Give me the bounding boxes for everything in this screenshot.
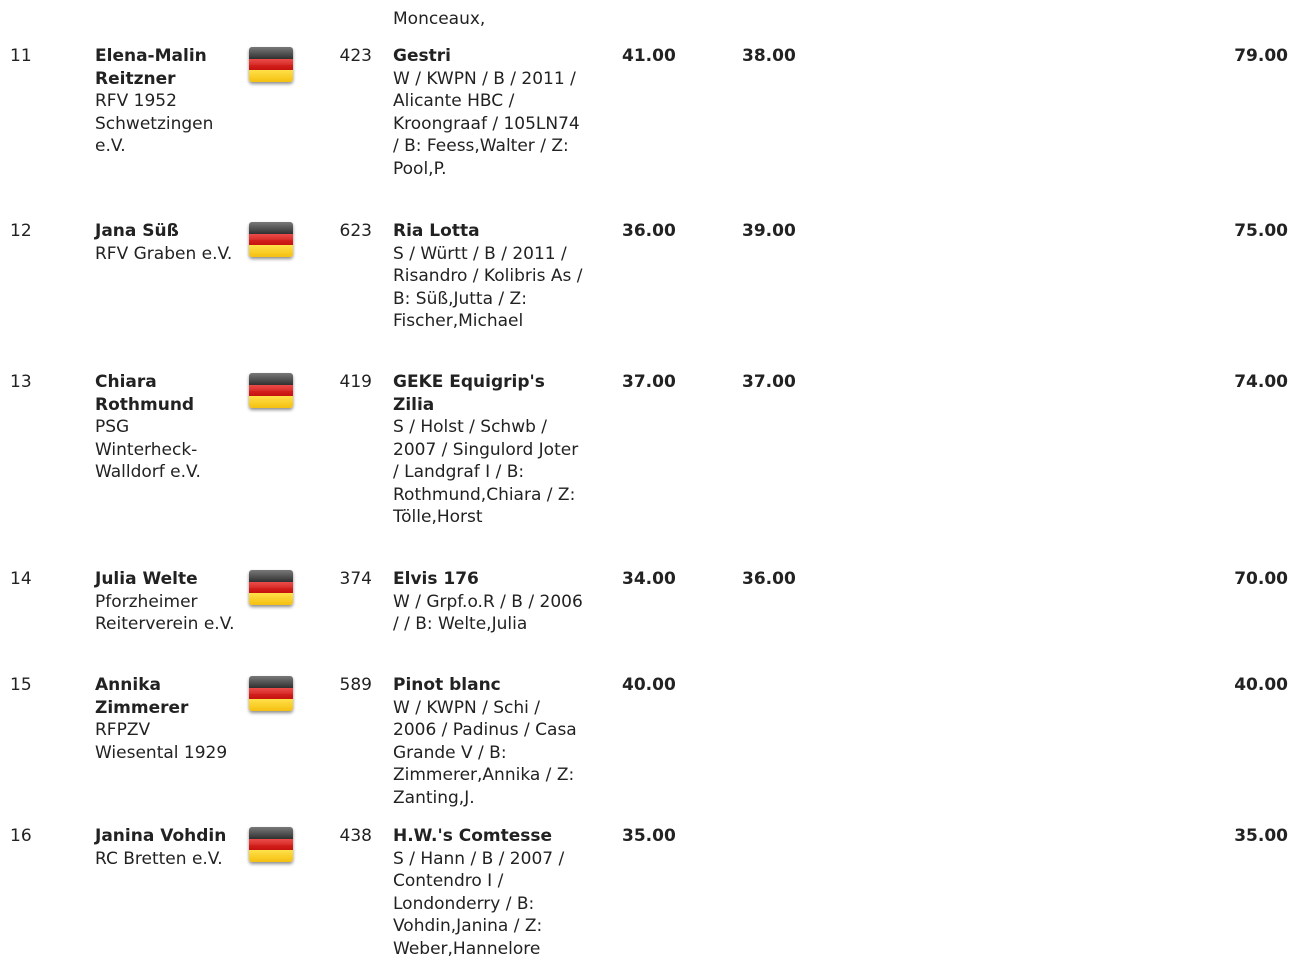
club-name: PSG Winterheck-Walldorf e.V. [95, 417, 201, 482]
horse-cell [393, 220, 583, 333]
rider-cell [95, 371, 235, 484]
club-name: Pforzheimer Reiterverein e.V. [95, 591, 235, 634]
club-name: RFV 1952 Schwetzingen e.V. [95, 91, 214, 156]
rider-cell [95, 674, 235, 764]
club-name: RC Bretten e.V. [95, 848, 223, 869]
rider-name[interactable]: Jana Süß [95, 221, 179, 241]
horse-details: W / KWPN / Schi / 2006 / Padinus / Casa Grande V / B: Zimmerer,Annika / Z: Zanting,J. [393, 697, 577, 808]
horse-name[interactable]: Elvis 176 [393, 569, 479, 589]
total-score: 74.00 [1234, 372, 1288, 392]
germany-flag-icon [249, 676, 293, 711]
score-round-1: 37.00 [622, 372, 676, 392]
score-round-2: 37.00 [742, 372, 796, 392]
rider-cell [95, 220, 235, 265]
horse-details: S / Württ / B / 2011 / Risandro / Kolibris As / B: Süß,Jutta / Z: Fischer,Michael [393, 243, 583, 331]
rank: 15 [10, 675, 32, 695]
horse-details: S / Hann / B / 2007 / Contendro I / Londonderry / B: Vohdin,Janina / Z: Weber,Hannelore [393, 848, 565, 959]
horse-name[interactable]: Ria Lotta [393, 221, 480, 241]
start-number: 589 [339, 675, 372, 695]
flag-cell [249, 676, 293, 711]
rider-name[interactable]: Annika Zimmerer [95, 675, 189, 718]
total-score: 35.00 [1234, 826, 1288, 846]
rider-name[interactable]: Janina Vohdin [95, 826, 227, 846]
horse-cell [393, 45, 583, 180]
horse-name[interactable]: GEKE Equigrip's Zilia [393, 372, 545, 415]
start-number: 423 [339, 46, 372, 66]
score-round-1: 41.00 [622, 46, 676, 66]
horse-details-continuation: Monceaux, [393, 9, 486, 29]
flag-cell [249, 570, 293, 605]
total-score: 40.00 [1234, 675, 1288, 695]
germany-flag-icon [249, 827, 293, 862]
rider-cell [95, 568, 235, 636]
score-round-1: 35.00 [622, 826, 676, 846]
start-number: 438 [339, 826, 372, 846]
score-round-2: 38.00 [742, 46, 796, 66]
horse-details: S / Holst / Schwb / 2007 / Singulord Joter / Landgraf I / B: Rothmund,Chiara / Z: Tölle,Horst [393, 417, 579, 527]
flag-cell [249, 373, 293, 408]
total-score: 75.00 [1234, 221, 1288, 241]
score-round-2: 39.00 [742, 221, 796, 241]
horse-name[interactable]: H.W.'s Comtesse [393, 826, 553, 846]
horse-cell [393, 371, 583, 529]
score-round-2: 36.00 [742, 569, 796, 589]
start-number: 419 [339, 372, 372, 392]
flag-cell [249, 827, 293, 862]
germany-flag-icon [249, 222, 293, 257]
germany-flag-icon [249, 570, 293, 605]
horse-details: W / Grpf.o.R / B / 2006 / / B: Welte,Julia [393, 591, 583, 634]
rank: 12 [10, 221, 32, 241]
rider-name[interactable]: Julia Welte [95, 569, 198, 589]
horse-cell [393, 825, 583, 960]
start-number: 374 [339, 569, 372, 589]
horse-name[interactable]: Pinot blanc [393, 675, 501, 695]
club-name: RFPZV Wiesental 1929 [95, 720, 228, 763]
club-name: RFV Graben e.V. [95, 243, 233, 264]
flag-cell [249, 47, 293, 82]
score-round-1: 34.00 [622, 569, 676, 589]
horse-name[interactable]: Gestri [393, 46, 451, 66]
rank: 13 [10, 372, 32, 392]
rank: 11 [10, 46, 32, 66]
horse-cell [393, 674, 583, 809]
score-round-1: 36.00 [622, 221, 676, 241]
germany-flag-icon [249, 47, 293, 82]
horse-details: W / KWPN / B / 2011 / Alicante HBC / Kroongraaf / 105LN74 / B: Feess,Walter / Z: Pool,P. [393, 68, 580, 179]
total-score: 79.00 [1234, 46, 1288, 66]
germany-flag-icon [249, 373, 293, 408]
flag-cell [249, 222, 293, 257]
rank: 16 [10, 826, 32, 846]
horse-cell [393, 568, 583, 636]
start-number: 623 [339, 221, 372, 241]
score-round-1: 40.00 [622, 675, 676, 695]
rider-cell [95, 45, 235, 158]
rider-name[interactable]: Chiara Rothmund [95, 372, 195, 415]
total-score: 70.00 [1234, 569, 1288, 589]
rider-name[interactable]: Elena-Malin Reitzner [95, 46, 207, 89]
rider-cell [95, 825, 235, 870]
rank: 14 [10, 569, 32, 589]
